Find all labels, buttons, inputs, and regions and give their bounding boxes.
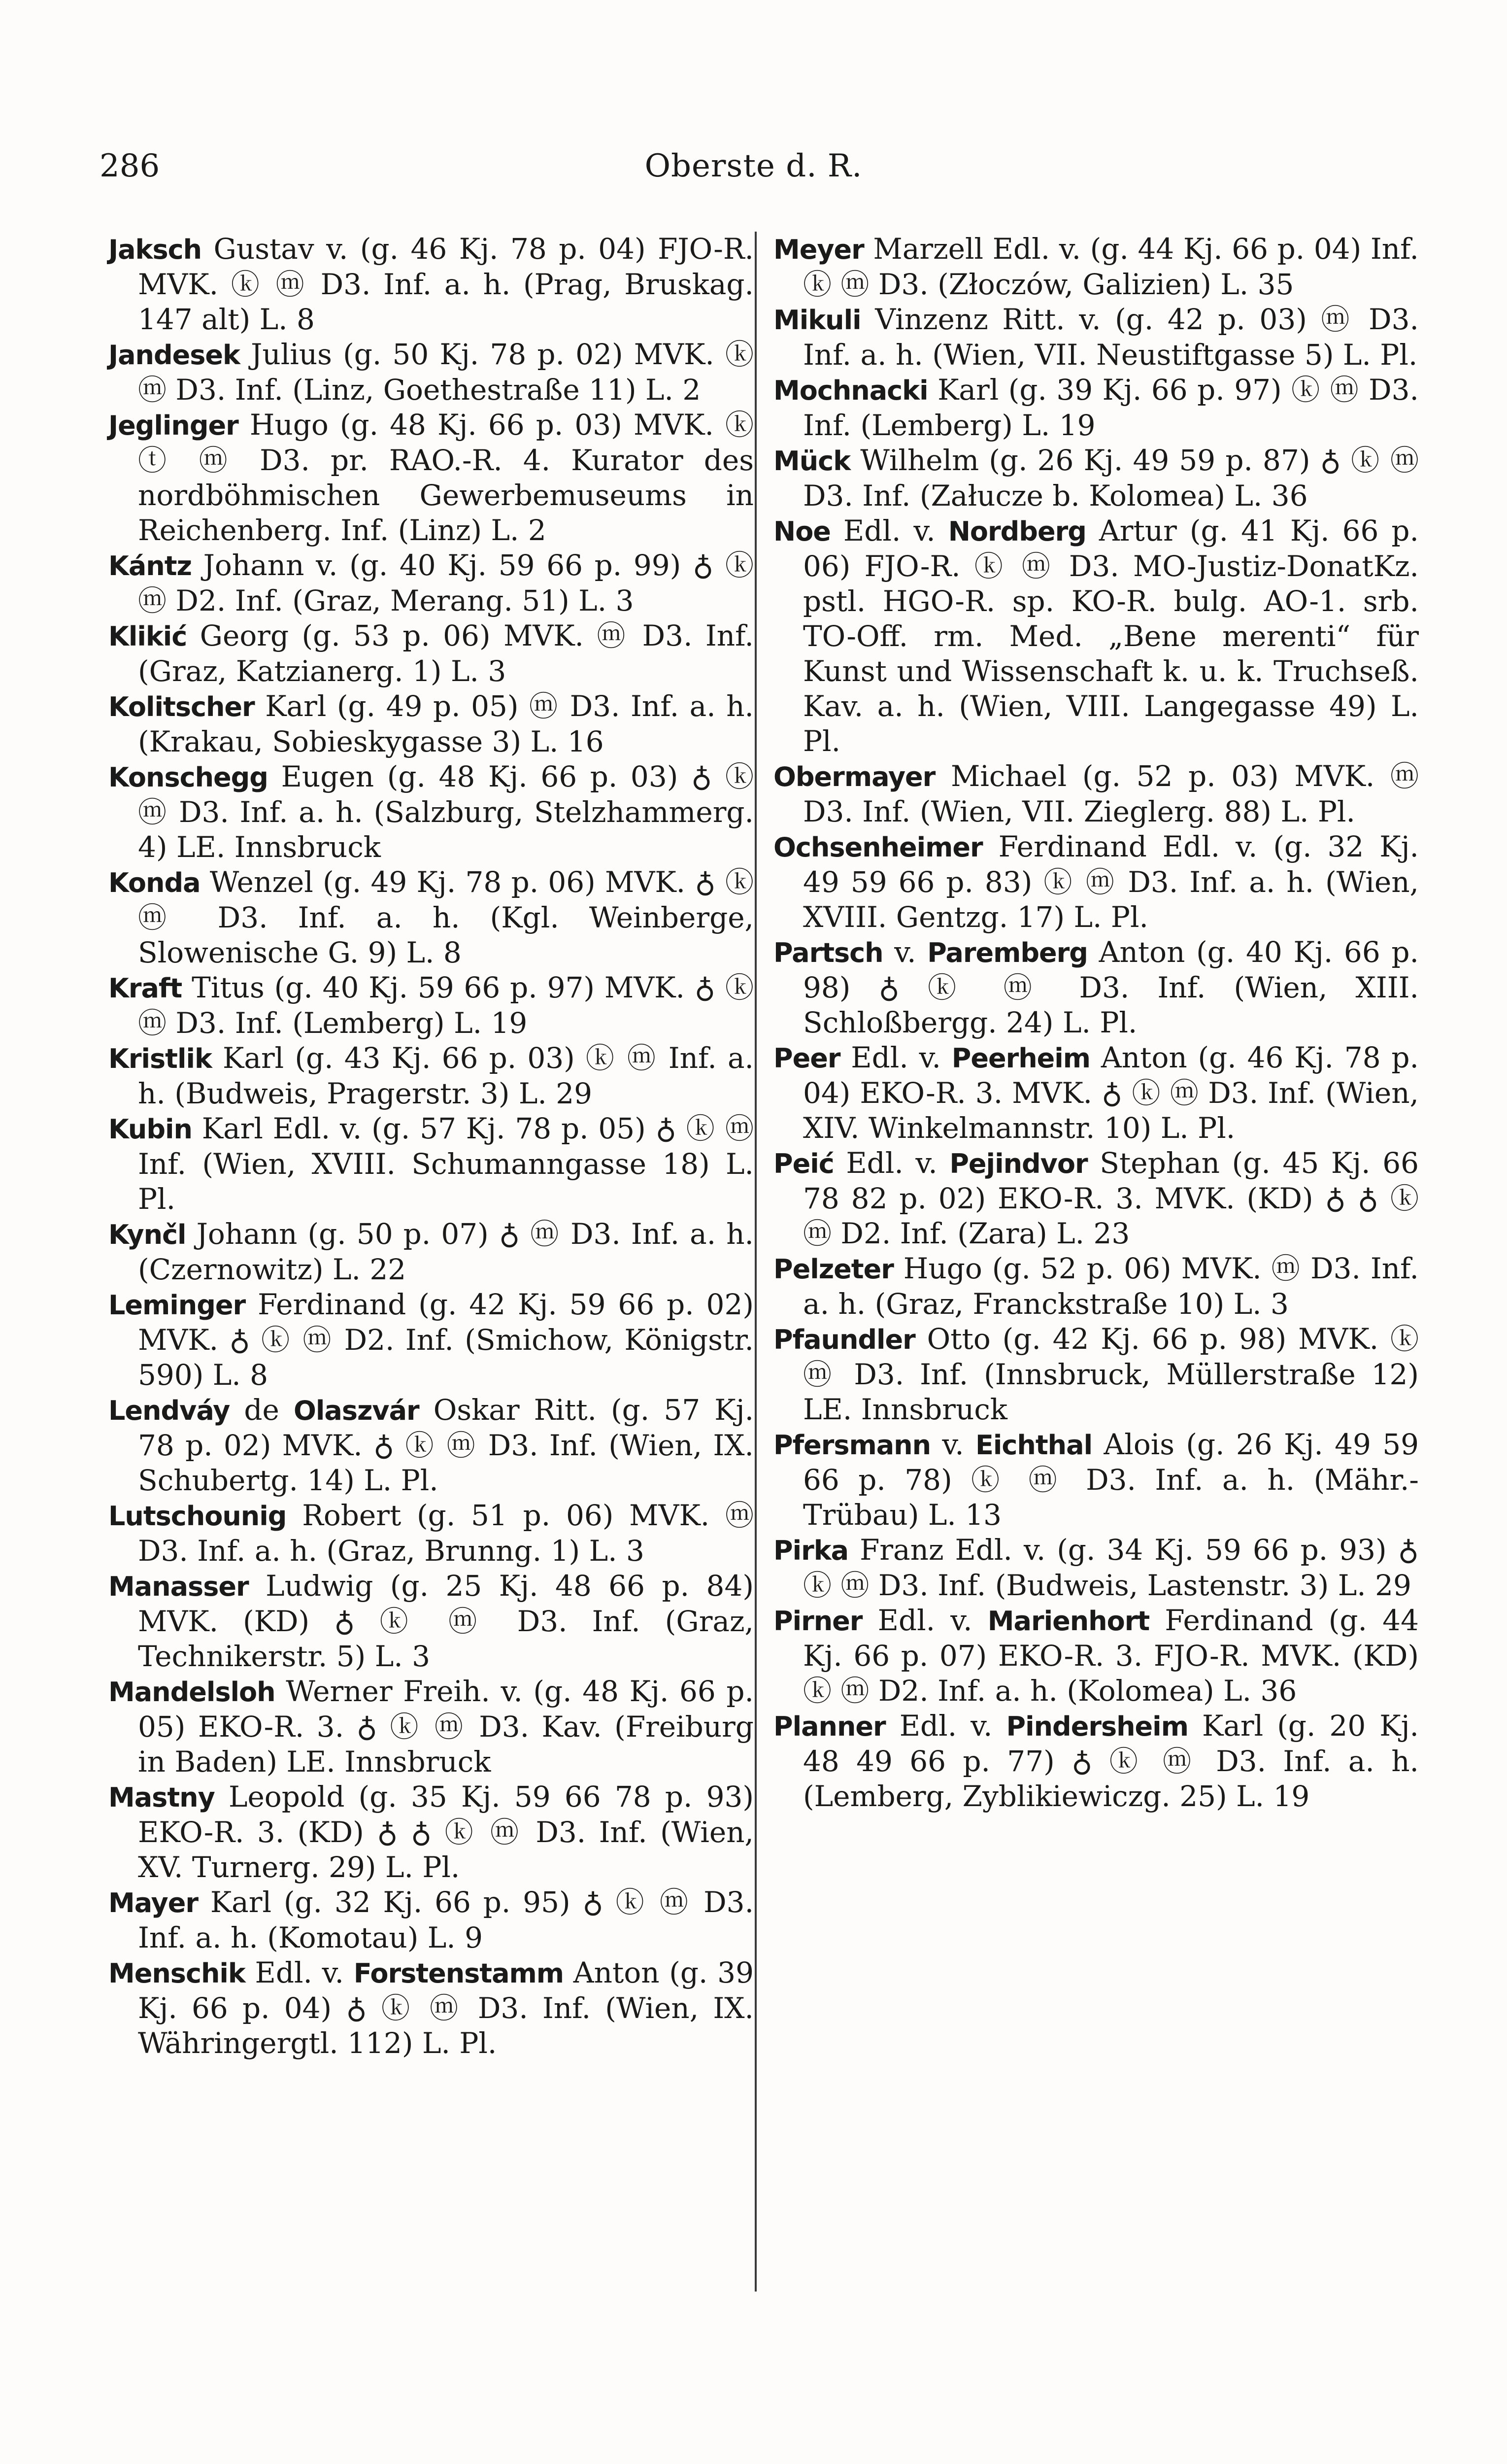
surname: Pelzeter	[773, 1254, 894, 1285]
directory-entry	[773, 232, 1419, 302]
directory-entry	[108, 1780, 754, 1885]
entry-details: Ferdinand Edl. v. (g. 32 Kj. 49 59 66 p. 83) ⓚ ⓜ D3. Inf. a. h. (Wien, XVIII. Gentzg. 17) L. Pl.	[803, 830, 1419, 934]
entry-details: Johann (g. 50 p. 07) ♁ ⓜ D3. Inf. a. h. (Czernowitz) L. 22	[138, 1217, 754, 1286]
entry-details: Georg (g. 53 p. 06) MVK. ⓜ D3. Inf. (Graz, Katzianerg. 1) L. 3	[138, 619, 754, 688]
left-column	[108, 232, 754, 2061]
surname: Peer	[773, 1043, 840, 1074]
entry-details: Karl (g. 43 Kj. 66 p. 03) ⓚ ⓜ Inf. a. h. (Budweis, Pragerstr. 3) L. 29	[138, 1041, 754, 1110]
entry-details: Leopold (g. 35 Kj. 59 66 78 p. 93) EKO-R. 3. (KD) ♁ ♁ ⓚ ⓜ D3. Inf. (Wien, XV. Turnerg. 29) L. Pl.	[138, 1780, 754, 1884]
directory-entry	[108, 1674, 754, 1780]
surname: Meyer	[773, 234, 864, 265]
directory-entry	[773, 1146, 1419, 1251]
surname: Olaszvár	[293, 1395, 419, 1426]
name-joiner: de	[230, 1393, 294, 1427]
surname: Eichthal	[975, 1430, 1093, 1461]
surname: Pfersmann	[773, 1430, 931, 1461]
entry-details: Karl (g. 32 Kj. 66 p. 95) ♁ ⓚ ⓜ D3. Inf. a. h. (Komotau) L. 9	[138, 1885, 754, 1954]
directory-entry	[773, 1427, 1419, 1533]
directory-entry	[108, 618, 754, 689]
directory-entry	[108, 1041, 754, 1111]
right-column	[773, 232, 1419, 1814]
entry-details: Wilhelm (g. 26 Kj. 49 59 p. 87) ♁ ⓚ ⓜ D3. Inf. (Załucze b. Kolomea) L. 36	[803, 444, 1419, 513]
directory-entry	[773, 759, 1419, 829]
surname: Mayer	[108, 1887, 198, 1918]
name-joiner: Edl. v.	[834, 1146, 950, 1180]
entry-details: Franz Edl. v. (g. 34 Kj. 59 66 p. 93) ♁ ⓚ ⓜ D3. Inf. (Budweis, Lastenstr. 3) L. 29	[803, 1533, 1419, 1602]
surname: Kristlik	[108, 1043, 212, 1074]
entry-details: Gustav v. (g. 46 Kj. 78 p. 04) FJO-R. MVK. ⓚ ⓜ D3. Inf. a. h. (Prag, Bruskag. 147 alt) L. 8	[138, 232, 754, 336]
surname: Mochnacki	[773, 375, 928, 406]
name-joiner: v.	[883, 935, 928, 969]
directory-entry	[773, 513, 1419, 759]
surname: Manasser	[108, 1571, 249, 1602]
directory-entry	[773, 302, 1419, 373]
entry-details: Titus (g. 40 Kj. 59 66 p. 97) MVK. ♁ ⓚ ⓜ D3. Inf. (Lemberg) L. 19	[138, 971, 754, 1040]
surname: Mandelsloh	[108, 1677, 275, 1708]
surname: Kolitscher	[108, 691, 255, 722]
name-joiner: Edl. v.	[830, 514, 948, 548]
directory-entry	[108, 1111, 754, 1217]
entry-details: Robert (g. 51 p. 06) MVK. ⓜ D3. Inf. a. h. (Graz, Brunng. 1) L. 3	[138, 1499, 754, 1568]
entry-details: Stephan (g. 45 Kj. 66 78 82 p. 02) EKO-R. 3. MVK. (KD) ♁ ♁ ⓚ ⓜ D2. Inf. (Zara) L. 23	[803, 1146, 1419, 1250]
entry-details: Oskar Ritt. (g. 57 Kj. 78 p. 02) MVK. ♁ ⓚ ⓜ D3. Inf. (Wien, IX. Schubertg. 14) L. Pl.	[138, 1393, 754, 1497]
entry-details: Artur (g. 41 Kj. 66 p. 06) FJO-R. ⓚ ⓜ D3. MO-Justiz-DonatKz. pstl. HGO-R. sp. KO-R. bulg. AO-1. srb. TO-Off. rm. Med. „Bene merenti“ für Kunst und Wissenschaft k. u. k. Truchseß. Kav. a. h. (Wien, VIII. Langegasse 49) L. Pl.	[803, 514, 1419, 758]
directory-entry	[108, 337, 754, 408]
surname: Kubin	[108, 1114, 192, 1145]
surname: Menschik	[108, 1958, 245, 1989]
surname: Peić	[773, 1148, 834, 1179]
directory-entry	[773, 373, 1419, 443]
entry-details: Ludwig (g. 25 Kj. 48 66 p. 84) MVK. (KD) ♁ ⓚ ⓜ D3. Inf. (Graz, Technikerstr. 5) L. 3	[138, 1569, 754, 1673]
surname: Konda	[108, 867, 201, 898]
entry-details: Anton (g. 40 Kj. 66 p. 98) ♁ ⓚ ⓜ D3. Inf. (Wien, XIII. Schloßbergg. 24) L. Pl.	[803, 935, 1419, 1039]
entry-details: Otto (g. 42 Kj. 66 p. 98) MVK. ⓚ ⓜ D3. Inf. (Innsbruck, Müllerstraße 12) LE. Innsbruck	[803, 1322, 1419, 1426]
directory-entry	[108, 689, 754, 759]
directory-entry	[108, 548, 754, 618]
directory-entry	[108, 970, 754, 1041]
directory-entry	[108, 1393, 754, 1498]
entry-details: Marzell Edl. v. (g. 44 Kj. 66 p. 04) Inf. ⓚ ⓜ D3. (Złoczów, Galizien) L. 35	[803, 232, 1419, 301]
entry-details: Ferdinand (g. 42 Kj. 59 66 p. 02) MVK. ♁ ⓚ ⓜ D2. Inf. (Smichow, Königstr. 590) L. 8	[138, 1288, 754, 1392]
directory-entry	[108, 1955, 754, 2061]
entry-details: Michael (g. 52 p. 03) MVK. ⓜ D3. Inf. (Wien, VII. Zieglerg. 88) L. Pl.	[803, 759, 1419, 828]
entry-details: Alois (g. 26 Kj. 49 59 66 p. 78) ⓚ ⓜ D3. Inf. a. h. (Mähr.-Trübau) L. 13	[803, 1428, 1419, 1532]
entry-details: Karl Edl. v. (g. 57 Kj. 78 p. 05) ♁ ⓚ ⓜ Inf. (Wien, XVIII. Schumanngasse 18) L. Pl.	[138, 1112, 754, 1216]
entry-details: Johann v. (g. 40 Kj. 59 66 p. 99) ♁ ⓚ ⓜ D2. Inf. (Graz, Merang. 51) L. 3	[138, 548, 754, 617]
entry-details: Werner Freih. v. (g. 48 Kj. 66 p. 05) EKO-R. 3. ♁ ⓚ ⓜ D3. Kav. (Freiburg in Baden) LE. Innsbruck	[138, 1675, 754, 1779]
name-joiner: Edl. v.	[885, 1709, 1006, 1743]
surname: Kántz	[108, 550, 192, 582]
surname: Kynčl	[108, 1219, 186, 1250]
surname: Konschegg	[108, 762, 268, 793]
entry-details: Hugo (g. 48 Kj. 66 p. 03) MVK. ⓚ ⓣ ⓜ D3. pr. RAO.-R. 4. Kurator des nordböhmischen Gewerbemuseums in Reichenberg. Inf. (Linz) L. 2	[138, 408, 754, 547]
surname: Obermayer	[773, 761, 936, 792]
directory-entry	[773, 1251, 1419, 1322]
directory-entry	[108, 1287, 754, 1393]
directory-entry	[773, 1040, 1419, 1146]
surname: Pirner	[773, 1606, 863, 1637]
directory-entry	[773, 443, 1419, 513]
surname: Mikuli	[773, 305, 861, 336]
directory-entry	[773, 1322, 1419, 1427]
surname: Pindersheim	[1006, 1711, 1188, 1742]
surname: Pfaundler	[773, 1324, 915, 1355]
directory-entry	[108, 1498, 754, 1569]
name-joiner: Edl. v.	[840, 1041, 952, 1074]
surname: Lendváy	[108, 1395, 230, 1426]
name-joiner: v.	[931, 1428, 976, 1461]
entry-details: Eugen (g. 48 Kj. 66 p. 03) ♁ ⓚ ⓜ D3. Inf. a. h. (Salzburg, Stelzhammerg. 4) LE. Innsbruck	[138, 760, 754, 864]
directory-entry	[108, 232, 754, 337]
surname: Pirka	[773, 1535, 849, 1566]
directory-entry	[108, 1569, 754, 1674]
surname: Forstenstamm	[353, 1958, 564, 1989]
name-joiner: Edl. v.	[245, 1956, 354, 1989]
surname: Leminger	[108, 1290, 246, 1321]
entry-details: Vinzenz Ritt. v. (g. 42 p. 03) ⓜ D3. Inf. a. h. (Wien, VII. Neustiftgasse 5) L. Pl.	[803, 303, 1419, 372]
directory-entry	[108, 759, 754, 865]
surname: Pejindvor	[949, 1148, 1088, 1179]
entry-details: Julius (g. 50 Kj. 78 p. 02) MVK. ⓚ ⓜ D3. Inf. (Linz, Goethestraße 11) L. 2	[138, 338, 754, 407]
entry-details: Karl (g. 20 Kj. 48 49 66 p. 77) ♁ ⓚ ⓜ D3. Inf. a. h. (Lemberg, Zyblikiewiczg. 25) L. 19	[803, 1709, 1419, 1813]
entry-details: Wenzel (g. 49 Kj. 78 p. 06) MVK. ♁ ⓚ ⓜ D3. Inf. a. h. (Kgl. Weinberge, Slowenische G. 9) L. 8	[138, 865, 754, 969]
directory-entry	[773, 935, 1419, 1040]
surname: Noe	[773, 516, 831, 547]
directory-entry	[773, 1603, 1419, 1709]
surname: Jeglinger	[108, 410, 238, 441]
surname: Jaksch	[108, 234, 202, 265]
column-divider	[755, 232, 757, 2292]
surname: Jandesek	[108, 340, 240, 371]
directory-entry	[108, 865, 754, 970]
surname: Mück	[773, 445, 851, 477]
surname: Klikić	[108, 621, 187, 652]
surname: Partsch	[773, 937, 883, 968]
surname: Lutschounig	[108, 1501, 287, 1532]
entry-details: Karl (g. 39 Kj. 66 p. 97) ⓚ ⓜ D3. Inf. (Lemberg) L. 19	[803, 373, 1419, 442]
directory-entry	[108, 1885, 754, 1955]
directory-entry	[773, 1709, 1419, 1814]
surname: Ochsenheimer	[773, 832, 983, 863]
surname: Nordberg	[948, 516, 1086, 547]
entry-details: Anton (g. 46 Kj. 78 p. 04) EKO-R. 3. MVK. ♁ ⓚ ⓜ D3. Inf. (Wien, XIV. Winkelmannstr. 10) L. Pl.	[803, 1041, 1419, 1145]
surname: Paremberg	[927, 937, 1088, 968]
directory-entry	[773, 829, 1419, 935]
directory-entry	[108, 408, 754, 548]
page-header-title: Oberste d. R.	[644, 148, 863, 184]
entry-details: Anton (g. 39 Kj. 66 p. 04) ♁ ⓚ ⓜ D3. Inf. (Wien, IX. Währingergtl. 112) L. Pl.	[138, 1956, 754, 2060]
directory-entry	[773, 1533, 1419, 1603]
surname: Marienhort	[987, 1606, 1150, 1637]
surname: Peerheim	[951, 1043, 1091, 1074]
page-number: 286	[100, 148, 160, 184]
surname: Kraft	[108, 973, 182, 1004]
entry-details: Hugo (g. 52 p. 06) MVK. ⓜ D3. Inf. a. h. (Graz, Franckstraße 10) L. 3	[803, 1252, 1419, 1321]
surname: Planner	[773, 1711, 886, 1742]
entry-details: Karl (g. 49 p. 05) ⓜ D3. Inf. a. h. (Krakau, Sobieskygasse 3) L. 16	[138, 689, 754, 758]
entry-details: Ferdinand (g. 44 Kj. 66 p. 07) EKO-R. 3. FJO-R. MVK. (KD) ⓚ ⓜ D2. Inf. a. h. (Kolomea) L. 36	[803, 1604, 1419, 1708]
directory-entry	[108, 1217, 754, 1287]
name-joiner: Edl. v.	[862, 1604, 988, 1637]
surname: Mastny	[108, 1782, 215, 1813]
